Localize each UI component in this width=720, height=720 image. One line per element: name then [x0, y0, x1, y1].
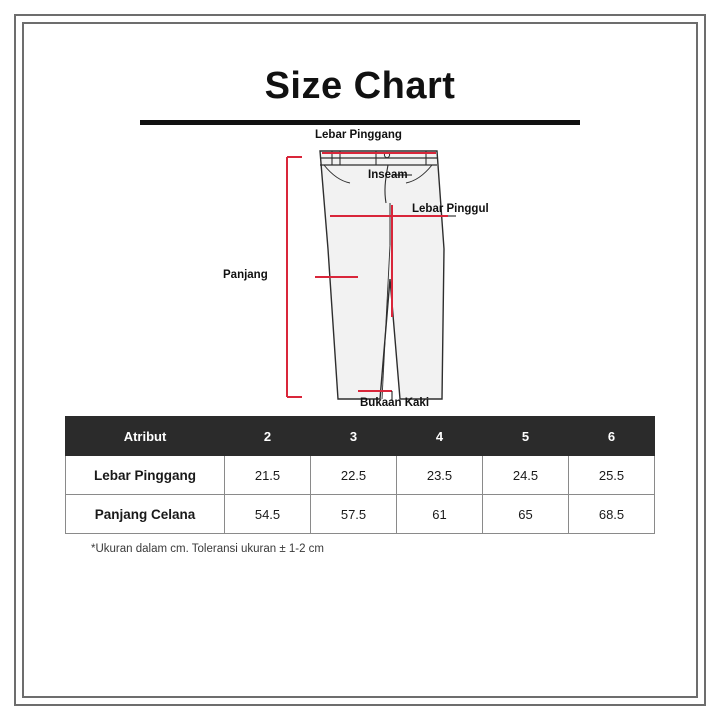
measurement-note: *Ukuran dalam cm. Toleransi ukuran ± 1-2 cm — [91, 543, 324, 555]
label-waist-width: Lebar Pinggang — [315, 129, 402, 141]
size-table — [65, 416, 655, 534]
cell-waist-6: 25.5 — [569, 456, 655, 495]
cell-length-6: 68.5 — [569, 495, 655, 534]
label-leg-opening: Bukaan Kaki — [360, 397, 430, 409]
cell-length-5: 65 — [483, 495, 569, 534]
cell-length-4: 61 — [397, 495, 483, 534]
pants-illustration-svg — [40, 129, 680, 414]
table-body — [66, 456, 655, 534]
label-hip-width: Lebar Pinggul — [412, 203, 489, 215]
header-size-3: 3 — [311, 417, 397, 456]
label-length: Panjang — [223, 269, 268, 281]
header-size-2: 2 — [225, 417, 311, 456]
cell-waist-5: 24.5 — [483, 456, 569, 495]
label-inseam: Inseam — [368, 169, 408, 181]
content-area — [40, 40, 680, 680]
header-size-5: 5 — [483, 417, 569, 456]
table-row — [66, 495, 655, 534]
page-title: Size Chart — [264, 65, 456, 107]
cell-waist-4: 23.5 — [397, 456, 483, 495]
cell-length-2: 54.5 — [225, 495, 311, 534]
header-size-4: 4 — [397, 417, 483, 456]
cell-waist-3: 22.5 — [311, 456, 397, 495]
header-attribute: Atribut — [66, 417, 225, 456]
row-label-waist: Lebar Pinggang — [66, 456, 225, 495]
pants-measurement-diagram — [40, 129, 680, 414]
cell-waist-2: 21.5 — [225, 456, 311, 495]
header-size-6: 6 — [569, 417, 655, 456]
cell-length-3: 57.5 — [311, 495, 397, 534]
table-header-row — [66, 417, 655, 456]
size-table-wrapper — [40, 416, 680, 555]
row-label-length: Panjang Celana — [66, 495, 225, 534]
title-underline — [140, 120, 580, 125]
table-header — [66, 417, 655, 456]
table-row — [66, 456, 655, 495]
